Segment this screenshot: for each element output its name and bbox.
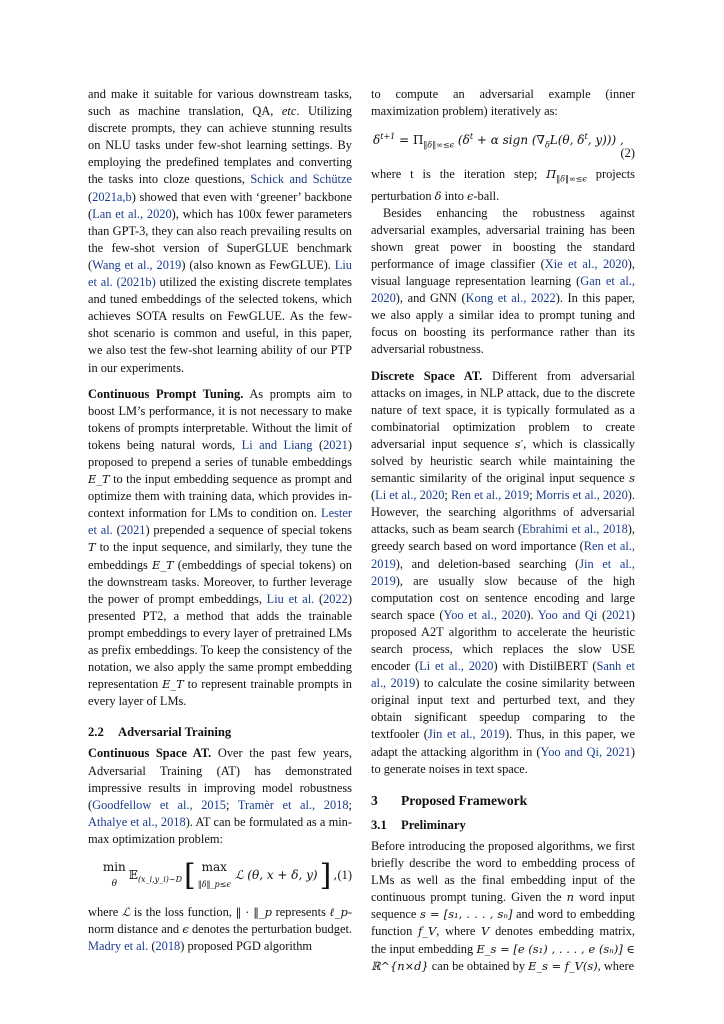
math-inline: ℓ_p bbox=[329, 905, 348, 920]
left-column bbox=[88, 86, 352, 955]
citation[interactable]: 2021 bbox=[606, 607, 631, 622]
math-inline: s = [s₁, . . . , sₙ] bbox=[420, 907, 513, 922]
citation[interactable]: Wang et al., 2019 bbox=[92, 257, 182, 272]
citation[interactable]: Yoo et al., 2020 bbox=[443, 607, 527, 622]
paragraph-iteration-step: where t is the iteration step; $\Pi_{‖\delta‖\infty\le\epsilon}$ projects perturbation δ into ϵ-ball. bbox=[371, 167, 635, 203]
equation-number: (1) bbox=[337, 868, 352, 883]
citation[interactable]: Xie et al., 2020 bbox=[544, 256, 628, 271]
paragraph-continuous-space-at: Continuous Space AT. Over the past few years, Adversarial Training (AT) has demonstrated impressive results in improving model robustness (Goodfellow et al., 2015; Tramèr et al., 2018; Athalye et al., 2018). AT can be formulated as a min-max optimization problem: bbox=[88, 746, 352, 846]
math-inline: V bbox=[481, 924, 490, 939]
math-inline: ϵ bbox=[467, 188, 474, 203]
paragraph-continuous-prompt-tuning: Continuous Prompt Tuning. As prompts aim to boost LM’s performance, it is not necessary to make tokens of prompts interpretable. Without the limit of tokens being natural words, Li and Liang (2021) proposed to prepend a series of tunable embeddings E_T to the input embedding sequence as prompt and optimize them with training data, which provides in-context information for LMs to condition on. Lester et al. (2021) prepended a sequence of special tokens T to the input sequence, and similarly, they tune the embeddings E_T (embeddings of special tokens) on the downstream tasks. Moreover, to further leverage the power of prompt embeddings, Liu et al. (2022) presented PT2, a method that adds the trainable prompt embeddings to every layer of pretrained LMs as prefix embeddings. To keep the consistency of the notation, we also apply the same prompt embedding representation E_T to represent trainable prompts in every layer of LMs. bbox=[88, 386, 353, 709]
math-inline: E_s = [e (s₁) , . . . , e (sₙ)] ∈ ℝ^{n×d} bbox=[371, 941, 635, 973]
citation[interactable]: Athalye et al., 2018 bbox=[88, 814, 186, 829]
citation[interactable]: Schick and Schütze bbox=[250, 172, 352, 187]
citation[interactable]: Tramèr et al., 2018 bbox=[237, 797, 349, 812]
paragraph-robustness: Besides enhancing the robustness against adversarial examples, adversarial training has been shown great power in boosting the standard performance of image classifier (Xie et al., 2020), visual language representation learning (Gan et al., 2020), and GNN (Kong et al., 2022). In this paper, we also apply a similar idea to prompt tuning and focus on boosting its performance rather than its adversarial robustness. bbox=[371, 205, 636, 357]
paragraph-discrete-prompts: and make it suitable for various downstream tasks, such as machine translation, QA, etc. Utilizing discrete prompts, they can achieve stunning results on NLU tasks under few-shot learning settings. By employing the predefined templates and converting the tasks into cloze questions, Schick and Schütze (2021a,b) showed that even with ‘greener’ backbone (Lan et al., 2020), which has 100x fewer parameters than GPT-3, they can also reach prevailing results on the few-shot version of SuperGLUE benchmark (Wang et al., 2019) (also known as FewGLUE). Liu et al. (2021b) utilized the existing discrete templates and tuned embeddings of the selected tokens, which achieves SOTA results on FewGLUE. As the few-shot scenario is common and useful, in this paper, we also test the few-shot learning ability of our PTP in our experiments. bbox=[88, 87, 353, 375]
equation-2: $\delta^{t+1} = \Pi_{‖\delta‖\infty\le\epsilon}$ ($\delta^t + \alpha$ sign ($\nabla_\delta L(\theta$, $\delta^t$, y))) , (2) bbox=[371, 124, 635, 162]
citation[interactable]: Sanh et al., 2019 bbox=[371, 659, 635, 691]
citation[interactable]: Madry et al. bbox=[88, 939, 149, 954]
math-inline: ϵ bbox=[182, 922, 189, 937]
math-inline: f_V bbox=[418, 924, 437, 939]
math-inline: n bbox=[566, 890, 574, 905]
section-heading-3: 3 Proposed Framework bbox=[371, 792, 528, 808]
math-inline: ℒ bbox=[121, 905, 131, 920]
math-inline: T bbox=[88, 540, 96, 555]
citation[interactable]: Ebrahimi et al., 2018 bbox=[522, 522, 628, 537]
citation[interactable]: 2021a,b bbox=[92, 189, 132, 204]
paragraph-heading: Continuous Prompt Tuning. bbox=[88, 386, 244, 401]
paragraph-heading: Continuous Space AT. bbox=[88, 746, 212, 761]
citation[interactable]: Li et al., 2020 bbox=[375, 488, 445, 503]
citation[interactable]: Jin et al., 2019 bbox=[371, 556, 635, 588]
math-inline: ‖ · ‖_p bbox=[235, 905, 272, 920]
citation[interactable]: Goodfellow et al., 2015 bbox=[92, 797, 227, 812]
right-column bbox=[371, 86, 635, 975]
math-inline: E_T bbox=[162, 677, 184, 692]
citation[interactable]: Ren et al., 2019 bbox=[450, 488, 530, 503]
paragraph-discrete-space-at: Discrete Space AT. Different from adversarial attacks on images, in NLP attack, due to the discrete nature of text space, it is typically formulated as a combinatorial optimization problem to create adversarial input sequence s′, which is classically solved by heuristic search while maintaining the semantic similarity of the original input sequence s (Li et al., 2020; Ren et al., 2019; Morris et al., 2020). However, the searching algorithms of adversarial attacks, such as beam search (Ebrahimi et al., 2018), greedy search based on word importance (Ren et al., 2019), and deletion-based searching (Jin et al., 2019), are usually slow because of the high computation cost on sentence encoding and large search space (Yoo et al., 2020). Yoo and Qi (2021) proposed A2T algorithm to accelerate the heuristic search process, which replaces the slow USE encoder (Li et al., 2020) with DistilBERT (Sanh et al., 2019) to calculate the cosine similarity between original input text and perturbed text, and they obtain significant speedup comparing to the textfooler (Jin et al., 2019). Thus, in this paper, we adapt the attacking algorithm in (Yoo and Qi, 2021) to generate noises in text space. bbox=[371, 368, 636, 776]
paragraph-heading: Discrete Space AT. bbox=[371, 368, 483, 383]
math-inline: E_s = f_V(s) bbox=[528, 958, 598, 973]
math-inline: E_T bbox=[88, 472, 110, 487]
citation[interactable]: Morris et al., 2020 bbox=[535, 488, 628, 503]
paragraph-pgd-intro: to compute an adversarial example (inner maximization problem) iteratively as: bbox=[371, 87, 635, 119]
citation[interactable]: Liu et al. (2021b) bbox=[88, 257, 352, 290]
citation[interactable]: Li et al., 2020 bbox=[419, 659, 494, 674]
citation[interactable]: Jin et al., 2019 bbox=[427, 727, 506, 742]
math-inline: s bbox=[629, 471, 635, 486]
section-heading-3-1: 3.1 Preliminary bbox=[371, 817, 466, 832]
citation[interactable]: Lan et al., 2020 bbox=[92, 206, 172, 221]
citation[interactable]: Yoo and Qi, 2021 bbox=[540, 744, 631, 759]
citation[interactable]: 2021 bbox=[323, 437, 348, 452]
equation-1: min θ 𝔼 $_{(x\_i,y\_i)\sim D}$ [ max ‖δ‖_p≤ϵ ℒ (θ, x + δ, y) ] , (1) bbox=[102, 858, 352, 894]
citation[interactable]: 2018 bbox=[155, 939, 181, 954]
citation[interactable]: 2022 bbox=[323, 591, 348, 606]
equation-number: (2) bbox=[620, 146, 635, 161]
math-inline: s′ bbox=[514, 436, 524, 451]
math-inline: $\Pi_{‖\delta‖\infty\le\epsilon}$ bbox=[546, 167, 587, 184]
citation[interactable]: Liu et al. bbox=[266, 591, 315, 606]
citation[interactable]: Kong et al., 2022 bbox=[465, 291, 556, 306]
citation[interactable]: Li and Liang bbox=[241, 437, 313, 452]
citation[interactable]: Lester et al. bbox=[88, 506, 352, 538]
math-inline: E_T bbox=[152, 557, 174, 572]
paragraph-loss-definition: where ℒ is the loss function, ‖ · ‖_p represents ℓ_p-norm distance and ϵ denotes the perturbation budget. Madry et al. (2018) proposed PGD algorithm bbox=[88, 905, 352, 954]
citation[interactable]: 2021 bbox=[120, 523, 146, 538]
section-heading-2-2: 2.2 Adversarial Training bbox=[88, 725, 232, 740]
citation[interactable]: Yoo and Qi bbox=[537, 607, 598, 622]
paragraph-preliminary: Before introducing the proposed algorithms, we first briefly describe the word to embedding process of LMs as well as the final embedding input of the continuous prompt tuning. Given the n word input sequence s = [s₁, . . . , sₙ] and word to embedding function f_V, where V denotes embedding matrix, the input embedding E_s = [e (s₁) , . . . , e (sₙ)] ∈ ℝ^{n×d} can be obtained by E_s = f_V(s), where bbox=[371, 838, 635, 973]
citation[interactable]: Gan et al., 2020 bbox=[371, 274, 635, 306]
math-inline: δ bbox=[434, 188, 442, 203]
citation[interactable]: Ren et al., 2019 bbox=[371, 539, 636, 571]
